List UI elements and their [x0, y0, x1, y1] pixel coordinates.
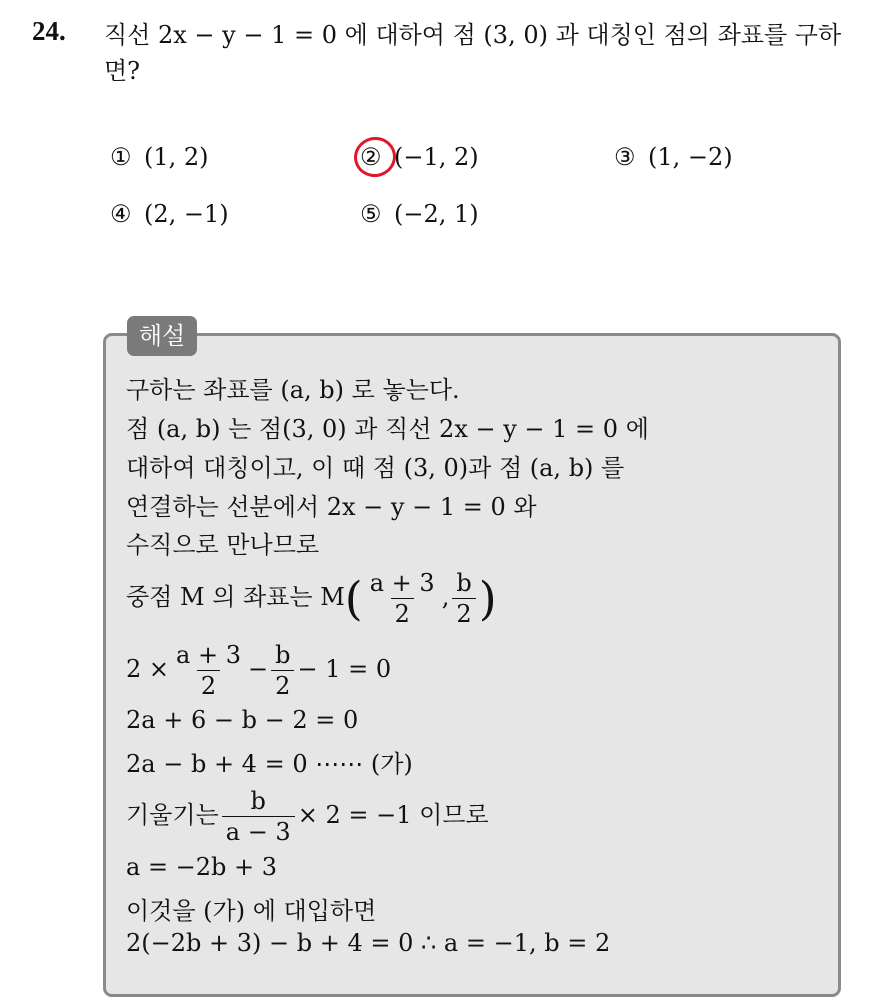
choice-1[interactable]: [110, 143, 209, 171]
choice-5-value: (−2, 1): [394, 200, 479, 228]
solution-line-1: 구하는 좌표를 (a, b) 로 놓는다.: [126, 376, 460, 404]
equation-3: 2a − b + 4 = 0 ⋯⋯ (가): [126, 750, 413, 778]
fraction-numerator: a + 3: [176, 641, 241, 669]
choice-1-value: (1, 2): [144, 143, 209, 171]
choice-4-mark: ④: [110, 200, 132, 228]
choice-4[interactable]: [110, 200, 229, 228]
solution-tab: 해설: [127, 316, 197, 356]
eq1-suffix: − 1 = 0: [297, 655, 392, 683]
midpoint-line: [126, 568, 497, 629]
solution-line-3: 대하여 대칭이고, 이 때 점 (3, 0)과 점 (a, b) 를: [126, 454, 625, 482]
left-paren: (: [344, 571, 363, 626]
slope-suffix: × 2 = −1 이므로: [297, 801, 489, 829]
eq1-fraction-1: [172, 640, 245, 701]
choice-3-mark: ③: [614, 143, 636, 171]
choice-5[interactable]: [360, 200, 479, 228]
fraction-denominator: 2: [452, 598, 475, 629]
slope-line: [126, 786, 489, 847]
fraction-numerator: b: [456, 569, 472, 597]
choice-2-value: (−1, 2): [394, 143, 479, 171]
equation-6: 2(−2b + 3) − b + 4 = 0 ∴ a = −1, b = 2: [126, 929, 611, 957]
eq1-minus: −: [247, 655, 269, 683]
midpoint-comma: ,: [441, 583, 450, 611]
eq1-fraction-2: [271, 640, 294, 701]
midpoint-prefix: 중점 M 의 좌표는 M: [126, 583, 345, 611]
fraction-numerator: b: [275, 641, 291, 669]
fraction-denominator: 2: [391, 598, 414, 629]
equation-2: 2a + 6 − b − 2 = 0: [126, 706, 359, 734]
solution-line-4: 연결하는 선분에서 2x − y − 1 = 0 와: [126, 493, 537, 521]
choice-3-value: (1, −2): [648, 143, 733, 171]
equation-4: a = −2b + 3: [126, 853, 278, 881]
choice-2-mark: ②: [360, 143, 382, 171]
choice-5-mark: ⑤: [360, 200, 382, 228]
equation-5: 이것을 (가) 에 대입하면: [126, 897, 377, 925]
solution-line-2: 점 (a, b) 는 점(3, 0) 과 직선 2x − y − 1 = 0 에: [126, 415, 649, 443]
midpoint-y-fraction: [452, 568, 475, 629]
slope-prefix: 기울기는: [126, 801, 219, 829]
choice-2[interactable]: [360, 143, 479, 171]
question-text: 직선 2x − y − 1 = 0 에 대하여 점 (3, 0) 과 대칭인 점의 좌표를 구하면?: [104, 21, 842, 85]
question-number: 24.: [32, 16, 66, 46]
fraction-denominator: a − 3: [222, 816, 295, 847]
equation-1: [126, 640, 391, 701]
right-paren: ): [478, 571, 497, 626]
choice-4-value: (2, −1): [144, 200, 229, 228]
solution-line-5: 수직으로 만나므로: [126, 531, 320, 559]
slope-fraction: [222, 786, 295, 847]
fraction-numerator: b: [250, 787, 266, 815]
choice-3[interactable]: [614, 143, 733, 171]
choice-1-mark: ①: [110, 143, 132, 171]
fraction-denominator: 2: [197, 670, 220, 701]
midpoint-x-fraction: [366, 568, 439, 629]
fraction-numerator: a + 3: [369, 569, 435, 597]
fraction-denominator: 2: [271, 670, 294, 701]
eq1-prefix: 2 ×: [126, 655, 170, 683]
